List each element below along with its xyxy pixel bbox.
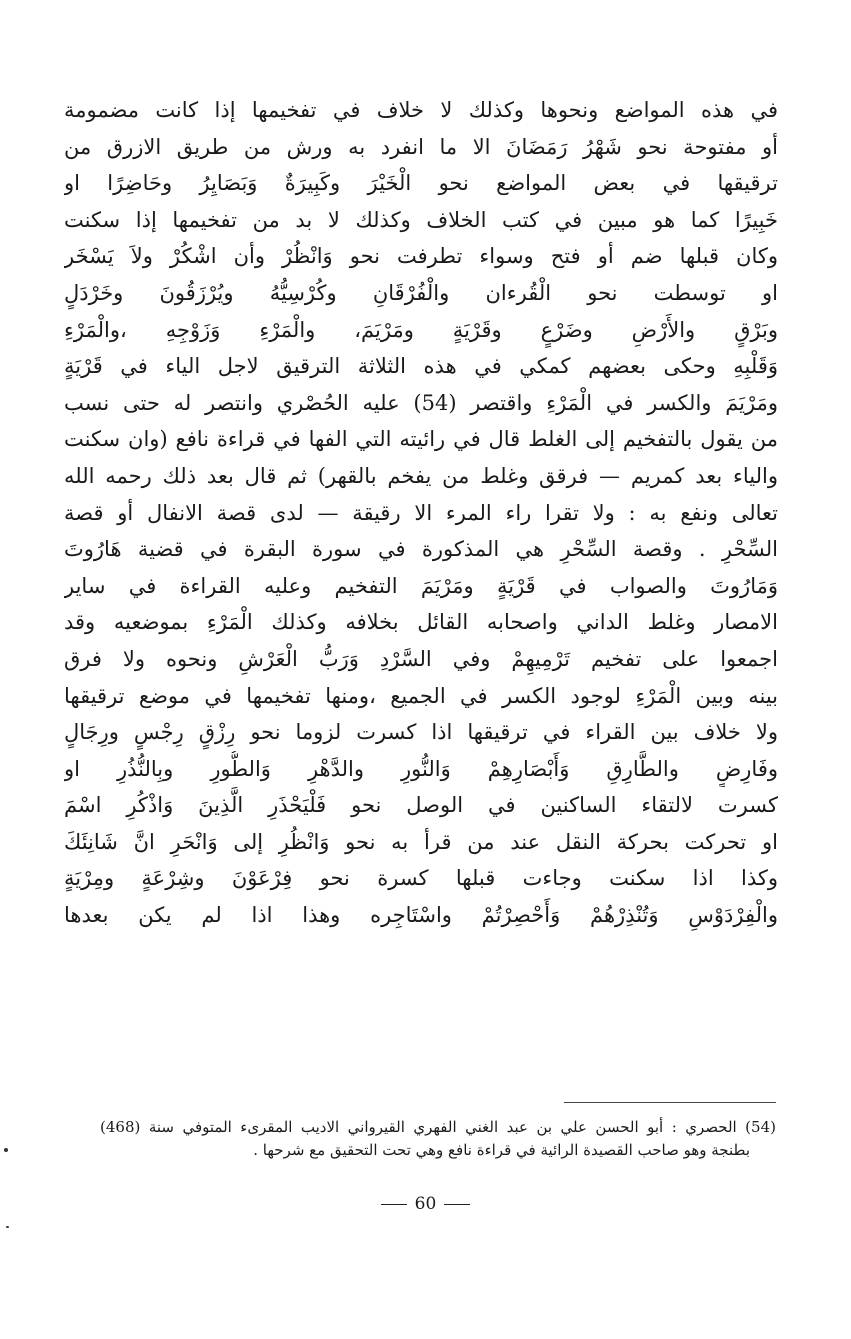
text-line: أو مفتوحة نحو شَهْرُ رَمَضَانَ الا ما انفرد به ورش من طريق الازرق من xyxy=(64,134,778,159)
text-line: وَمَارُوتَ والصواب في قَرْيَةٍ ومَرْيَمَ التفخيم وعليه القراءة في ساير xyxy=(64,573,778,598)
text-line: في هذه المواضع ونحوها وكذلك لا خلاف في تفخيمها إذا كانت مضمومة xyxy=(64,98,778,122)
text-line: والْفِرْدَوْسِ وَتُنْذِرْهُمْ وَأَحْصِرْتُمْ واسْتَاجِره وهذا اذا لم يكن بعدها xyxy=(64,903,778,928)
main-text-block xyxy=(64,92,778,934)
footnote-line: (54) الحصري : أبو الحسن علي بن عبد الغني الفهري القيرواني الاديب المقرىء المتوفي سنة (468) xyxy=(100,1118,776,1136)
text-line: وفَارِضٍ والطَّارِقِ وَأَبْصَارِهِمْ وَالنُّورِ والدَّهْرِ وَالطُّورِ وبِالنُّذُرِ او xyxy=(64,756,778,781)
text-line: او توسطت نحو الْقُرءان والْفُرْقَانِ وكُرْسِيُّهُ ويُرْزَقُونَ وخَرْدَلٍ xyxy=(64,280,778,305)
page-number-value: 60 xyxy=(414,1194,437,1214)
scan-speck xyxy=(4,1148,8,1152)
footnote xyxy=(100,1116,776,1162)
page-number-dash-right xyxy=(444,1204,470,1205)
text-line: وبَرْقٍ والأَرْضِ وضَرْعٍ وقَرْيَةٍ ومَرْيَمَ، والْمَرْءِ وَزَوْجِهِ ،والْمَرْءِ xyxy=(64,317,778,342)
text-line: والياء بعد كمريم — فرقق وغلط من يفخم بالقهر) ثم قال بعد ذلك رحمه الله xyxy=(64,463,778,488)
footnote-separator xyxy=(564,1102,776,1103)
text-line: وكذا اذا سكنت وجاءت قبلها كسرة نحو فِرْعَوْنَ وشِرْعَةٍ ومِرْيَةٍ xyxy=(64,866,778,891)
text-line: كسرت لالتقاء الساكنين في الوصل نحو فَلْيَحْذَرِ الَّذِينَ وَاذْكُرِ اسْمَ xyxy=(64,793,778,818)
footnote-line: بطنجة وهو صاحب القصيدة الرائية في قراءة نافع وهي تحت التحقيق مع شرحها . xyxy=(253,1141,750,1159)
text-line: الامصار وغلط الداني واصحابه القائل بخلافه وكذلك الْمَرْءِ بموضعيه وقد xyxy=(64,610,778,635)
text-line: ترقيقها في بعض المواضع نحو الْخَيْرَ وكَبِيرَةٌ وَبَصَايِرُ وحَاضِرًا او xyxy=(64,171,778,196)
text-line: ومَرْيَمَ والكسر في الْمَرْءِ واقتصر (54) عليه الحُصْري وانتصر له حتى نسب xyxy=(64,390,778,415)
text-line: ولا خلاف بين القراء في ترقيقها اذا كسرت لزوما نحو رِزْقٍ رِجْسٍ ورِجَالٍ xyxy=(64,720,778,745)
text-line: من يقول بالتفخيم إلى الغلط قال في رائيته التي الفها في قراءة نافع (وان سكنت xyxy=(64,427,778,452)
text-line: او تحركت بحركة النقل عند من قرأ به نحو وَانْظُرِ إلى وَانْحَرِ انَّ شَانِئَكَ xyxy=(64,829,778,854)
text-line: وكان قبلها ضم أو فتح وسواء تطرفت نحو وَانْظُرْ وأن اشْكُرْ ولاَ يَسْخَر xyxy=(64,244,778,269)
text-line: وَقَلْبِهِ وحكى بعضهم كمكي في هذه الثلاثة الترقيق لاجل الياء في قَرْيَةٍ xyxy=(64,354,778,379)
scan-speck xyxy=(6,1226,9,1228)
text-line: تعالى ونفع به : ولا تقرا راء المرء الا رقيقة — لدى قصة الانفال أو قصة xyxy=(64,500,778,525)
text-line: بينه وبين الْمَرْءِ لوجود الكسر في الجميع ،ومنها تفخيمها في موضع ترقيقها xyxy=(64,683,778,708)
text-line: السِّحْرِ . وقصة السِّحْرِ هي المذكورة في سورة البقرة في قضية هَارُوتَ xyxy=(64,537,778,562)
page-number xyxy=(0,1192,851,1216)
text-line: خَبِيرًا كما هو مبين في كتب الخلاف وكذلك لا بد من تفخيمها إذا سكنت xyxy=(64,207,778,232)
page-number-dash-left xyxy=(381,1204,407,1205)
text-line: اجمعوا على تفخيم تَرْمِيهِمْ وفي السَّرْدِ وَرَبُّ الْعَرْشِ ونحوه ولا فرق xyxy=(64,646,778,671)
